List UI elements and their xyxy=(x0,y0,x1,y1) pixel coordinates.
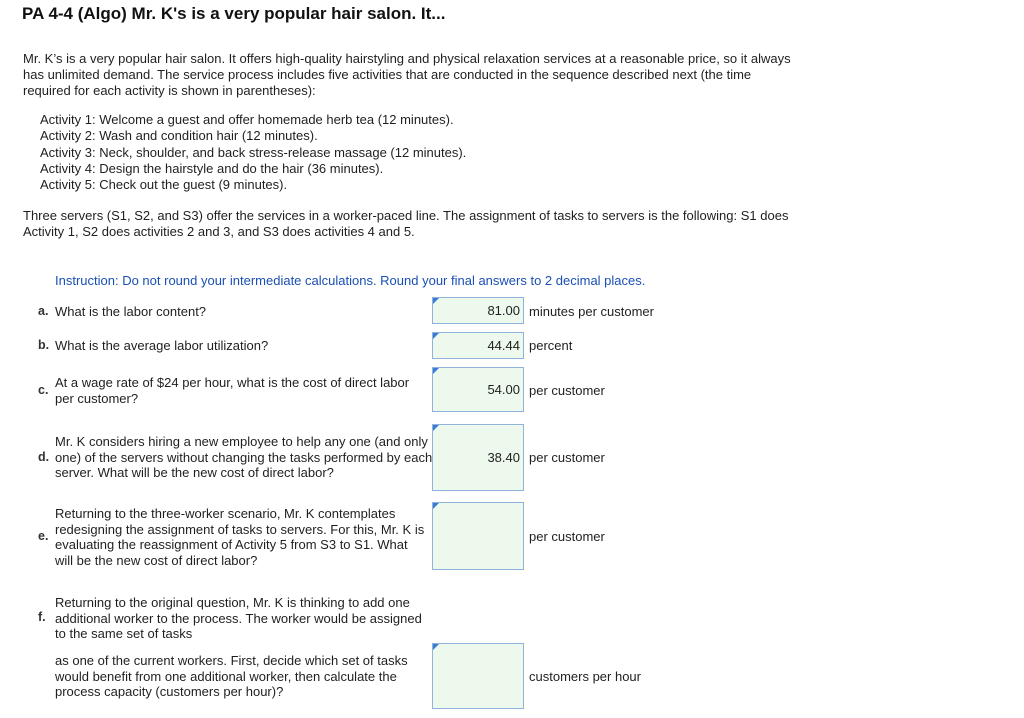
servers-line: Three servers (S1, S2, and S3) offer the services in a worker-paced line. The assignment of tasks to servers is the following: S1 does xyxy=(23,208,789,223)
activity-item: Activity 2: Wash and condition hair (12 minutes). xyxy=(40,128,318,144)
question-e-letter: e. xyxy=(38,529,49,543)
servers-paragraph xyxy=(23,208,788,240)
input-marker-icon xyxy=(433,503,439,509)
answer-e-unit: per customer xyxy=(529,529,605,544)
answer-d-value: 38.40 xyxy=(487,450,520,465)
page-title: PA 4-4 (Algo) Mr. K's is a very popular hair salon. It... xyxy=(22,4,446,23)
question-e-text: Returning to the three-worker scenario, Mr. K contemplates redesigning the assignment of tasks to servers. For this, Mr. K is evaluating the reassignment of Activity 5 from S3 to S1. What will be the new cost of direct labor? xyxy=(55,506,425,568)
input-marker-icon xyxy=(433,298,439,304)
question-b-letter: b. xyxy=(38,338,50,352)
question-f-text-part2: as one of the current workers. First, decide which set of tasks would benefit from one additional worker, then calculate the process capacity (customers per hour)? xyxy=(55,653,408,699)
question-f-text-part1: Returning to the original question, Mr. K is thinking to add one additional worker to the process. The worker would be assigned to the same set of tasks xyxy=(55,595,422,641)
input-marker-icon xyxy=(433,644,439,650)
activity-list xyxy=(40,112,466,193)
question-a-text: What is the labor content? xyxy=(55,304,207,319)
answer-f-unit: customers per hour xyxy=(529,669,641,684)
answer-b-value: 44.44 xyxy=(487,338,520,353)
answer-e-input[interactable] xyxy=(432,502,524,570)
instruction-text: Instruction: Do not round your intermediate calculations. Round your final answers to 2 decimal places. xyxy=(55,273,646,288)
intro-paragraph xyxy=(23,51,791,99)
activity-item: Activity 3: Neck, shoulder, and back stress-release massage (12 minutes). xyxy=(40,144,467,160)
question-a-letter: a. xyxy=(38,304,49,318)
activity-item: Activity 5: Check out the guest (9 minutes). xyxy=(40,177,288,193)
input-marker-icon xyxy=(433,425,439,431)
input-marker-icon xyxy=(433,368,439,374)
answer-c-unit: per customer xyxy=(529,383,605,398)
answer-b-unit: percent xyxy=(529,338,573,353)
question-c-letter: c. xyxy=(38,383,49,397)
answer-d-unit: per customer xyxy=(529,450,605,465)
input-marker-icon xyxy=(433,333,439,339)
question-f-letter: f. xyxy=(38,610,46,624)
answer-b-input[interactable] xyxy=(432,332,524,359)
question-d-letter: d. xyxy=(38,450,50,464)
answer-a-input[interactable] xyxy=(432,297,524,324)
question-b-text: What is the average labor utilization? xyxy=(55,338,269,353)
answer-f-input[interactable] xyxy=(432,643,524,709)
question-c-text: At a wage rate of $24 per hour, what is the cost of direct labor per customer? xyxy=(55,375,410,406)
intro-line: has unlimited demand. The service process includes five activities that are conducted in the sequence described next (the time xyxy=(23,67,752,82)
answer-a-value: 81.00 xyxy=(487,303,520,318)
answer-c-input[interactable] xyxy=(432,367,524,412)
answer-c-value: 54.00 xyxy=(487,382,520,397)
intro-line: required for each activity is shown in parentheses): xyxy=(23,83,316,98)
answer-a-unit: minutes per customer xyxy=(529,304,654,319)
servers-line: Activity 1, S2 does activities 2 and 3, and S3 does activities 4 and 5. xyxy=(23,224,415,239)
activity-item: Activity 4: Design the hairstyle and do the hair (36 minutes). xyxy=(40,160,384,176)
question-d-text: Mr. K considers hiring a new employee to help any one (and only one) of the servers without changing the tasks performed by each server. What will be the new cost of direct labor? xyxy=(55,434,433,480)
answer-d-input[interactable] xyxy=(432,424,524,491)
activity-item: Activity 1: Welcome a guest and offer homemade herb tea (12 minutes). xyxy=(40,112,454,127)
intro-line: Mr. K’s is a very popular hair salon. It offers high-quality hairstyling and physical relaxation services at a reasonable price, so it always xyxy=(23,51,791,66)
